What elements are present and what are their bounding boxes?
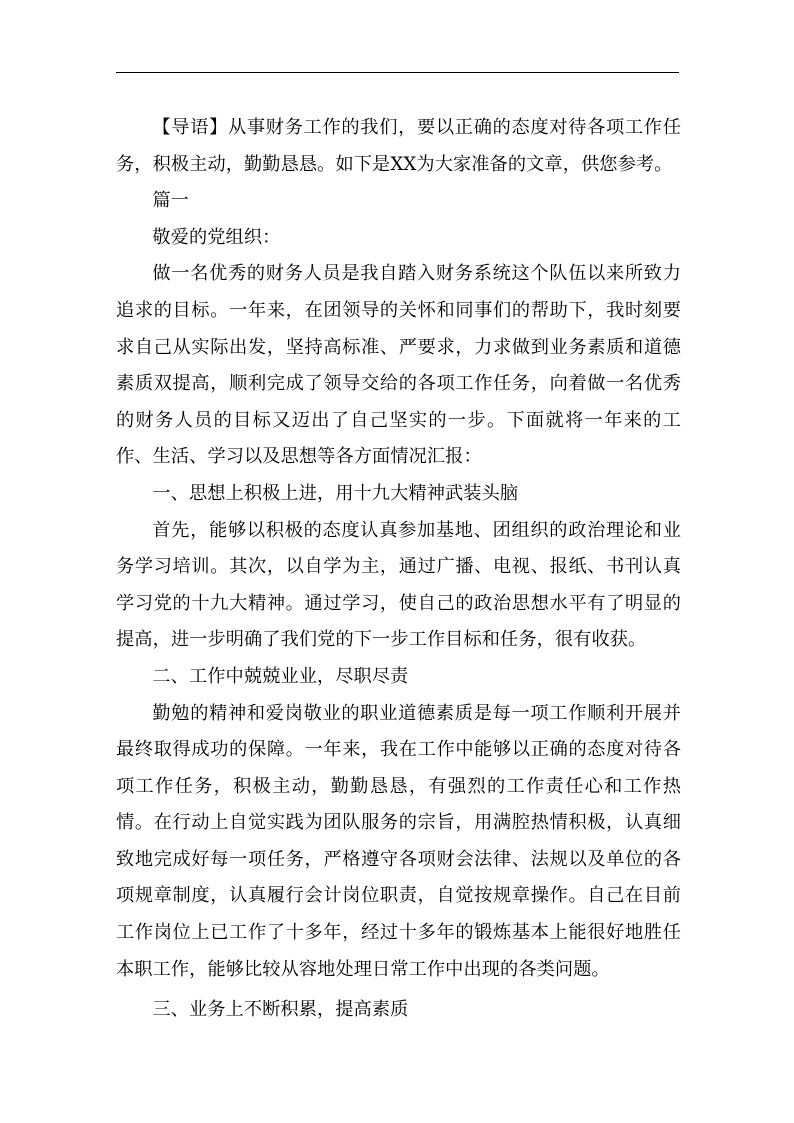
- document-body: [116, 110, 681, 1029]
- body-paragraph: 勤勉的精神和爱岗敬业的职业道德素质是每一项工作顺利开展并最终取得成功的保障。一年来，我在工作中能够以正确的态度对待各项工作任务，积极主动，勤勤恳恳，有强烈的工作责任心和工作热情。在行动上自觉实践为团队服务的宗旨，用满腔热情积极，认真细致地完成好每一项任务，严格遵守各项财会法律、法规以及单位的各项规章制度，认真履行会计岗位职责，自觉按规章操作。自己在目前工作岗位上已工作了十多年，经过十多年的锻炼基本上能很好地胜任本职工作，能够比较从容地处理日常工作中出现的各类问题。: [116, 702, 681, 980]
- body-paragraph: 做一名优秀的财务人员是我自踏入财务系统这个队伍以来所致力追求的目标。一年来，在团领导的关怀和同事们的帮助下，我时刻要求自己从实际出发，坚持高标准、严要求，力求做到业务素质和道德素质双提高，顺利完成了领导交给的各项工作任务，向着做一名优秀的财务人员的目标又迈出了自己坚实的一步。下面就将一年来的工作、生活、学习以及思想等各方面情况汇报：: [116, 263, 681, 468]
- section-heading: 二、工作中兢兢业业，尽职尽责: [152, 665, 409, 687]
- section-heading: 一、思想上积极上进，用十九大精神武装头脑: [152, 482, 519, 504]
- section-heading: 三、业务上不断积累，提高素质: [152, 999, 409, 1021]
- intro-paragraph: 【导语】从事财务工作的我们，要以正确的态度对待各项工作任务，积极主动，勤勤恳恳。如下是XX为大家准备的文章，供您参考。: [116, 117, 681, 175]
- part-label: 篇一: [152, 190, 189, 212]
- header-rule: [116, 72, 679, 73]
- salutation: 敬爱的党组织：: [152, 226, 281, 248]
- body-paragraph: 首先，能够以积极的态度认真参加基地、团组织的政治理论和业务学习培训。其次，以自学为主，通过广播、电视、报纸、书刊认真学习党的十九大精神。通过学习，使自己的政治思想水平有了明显的提高，进一步明确了我们党的下一步工作目标和任务，很有收获。: [116, 519, 681, 651]
